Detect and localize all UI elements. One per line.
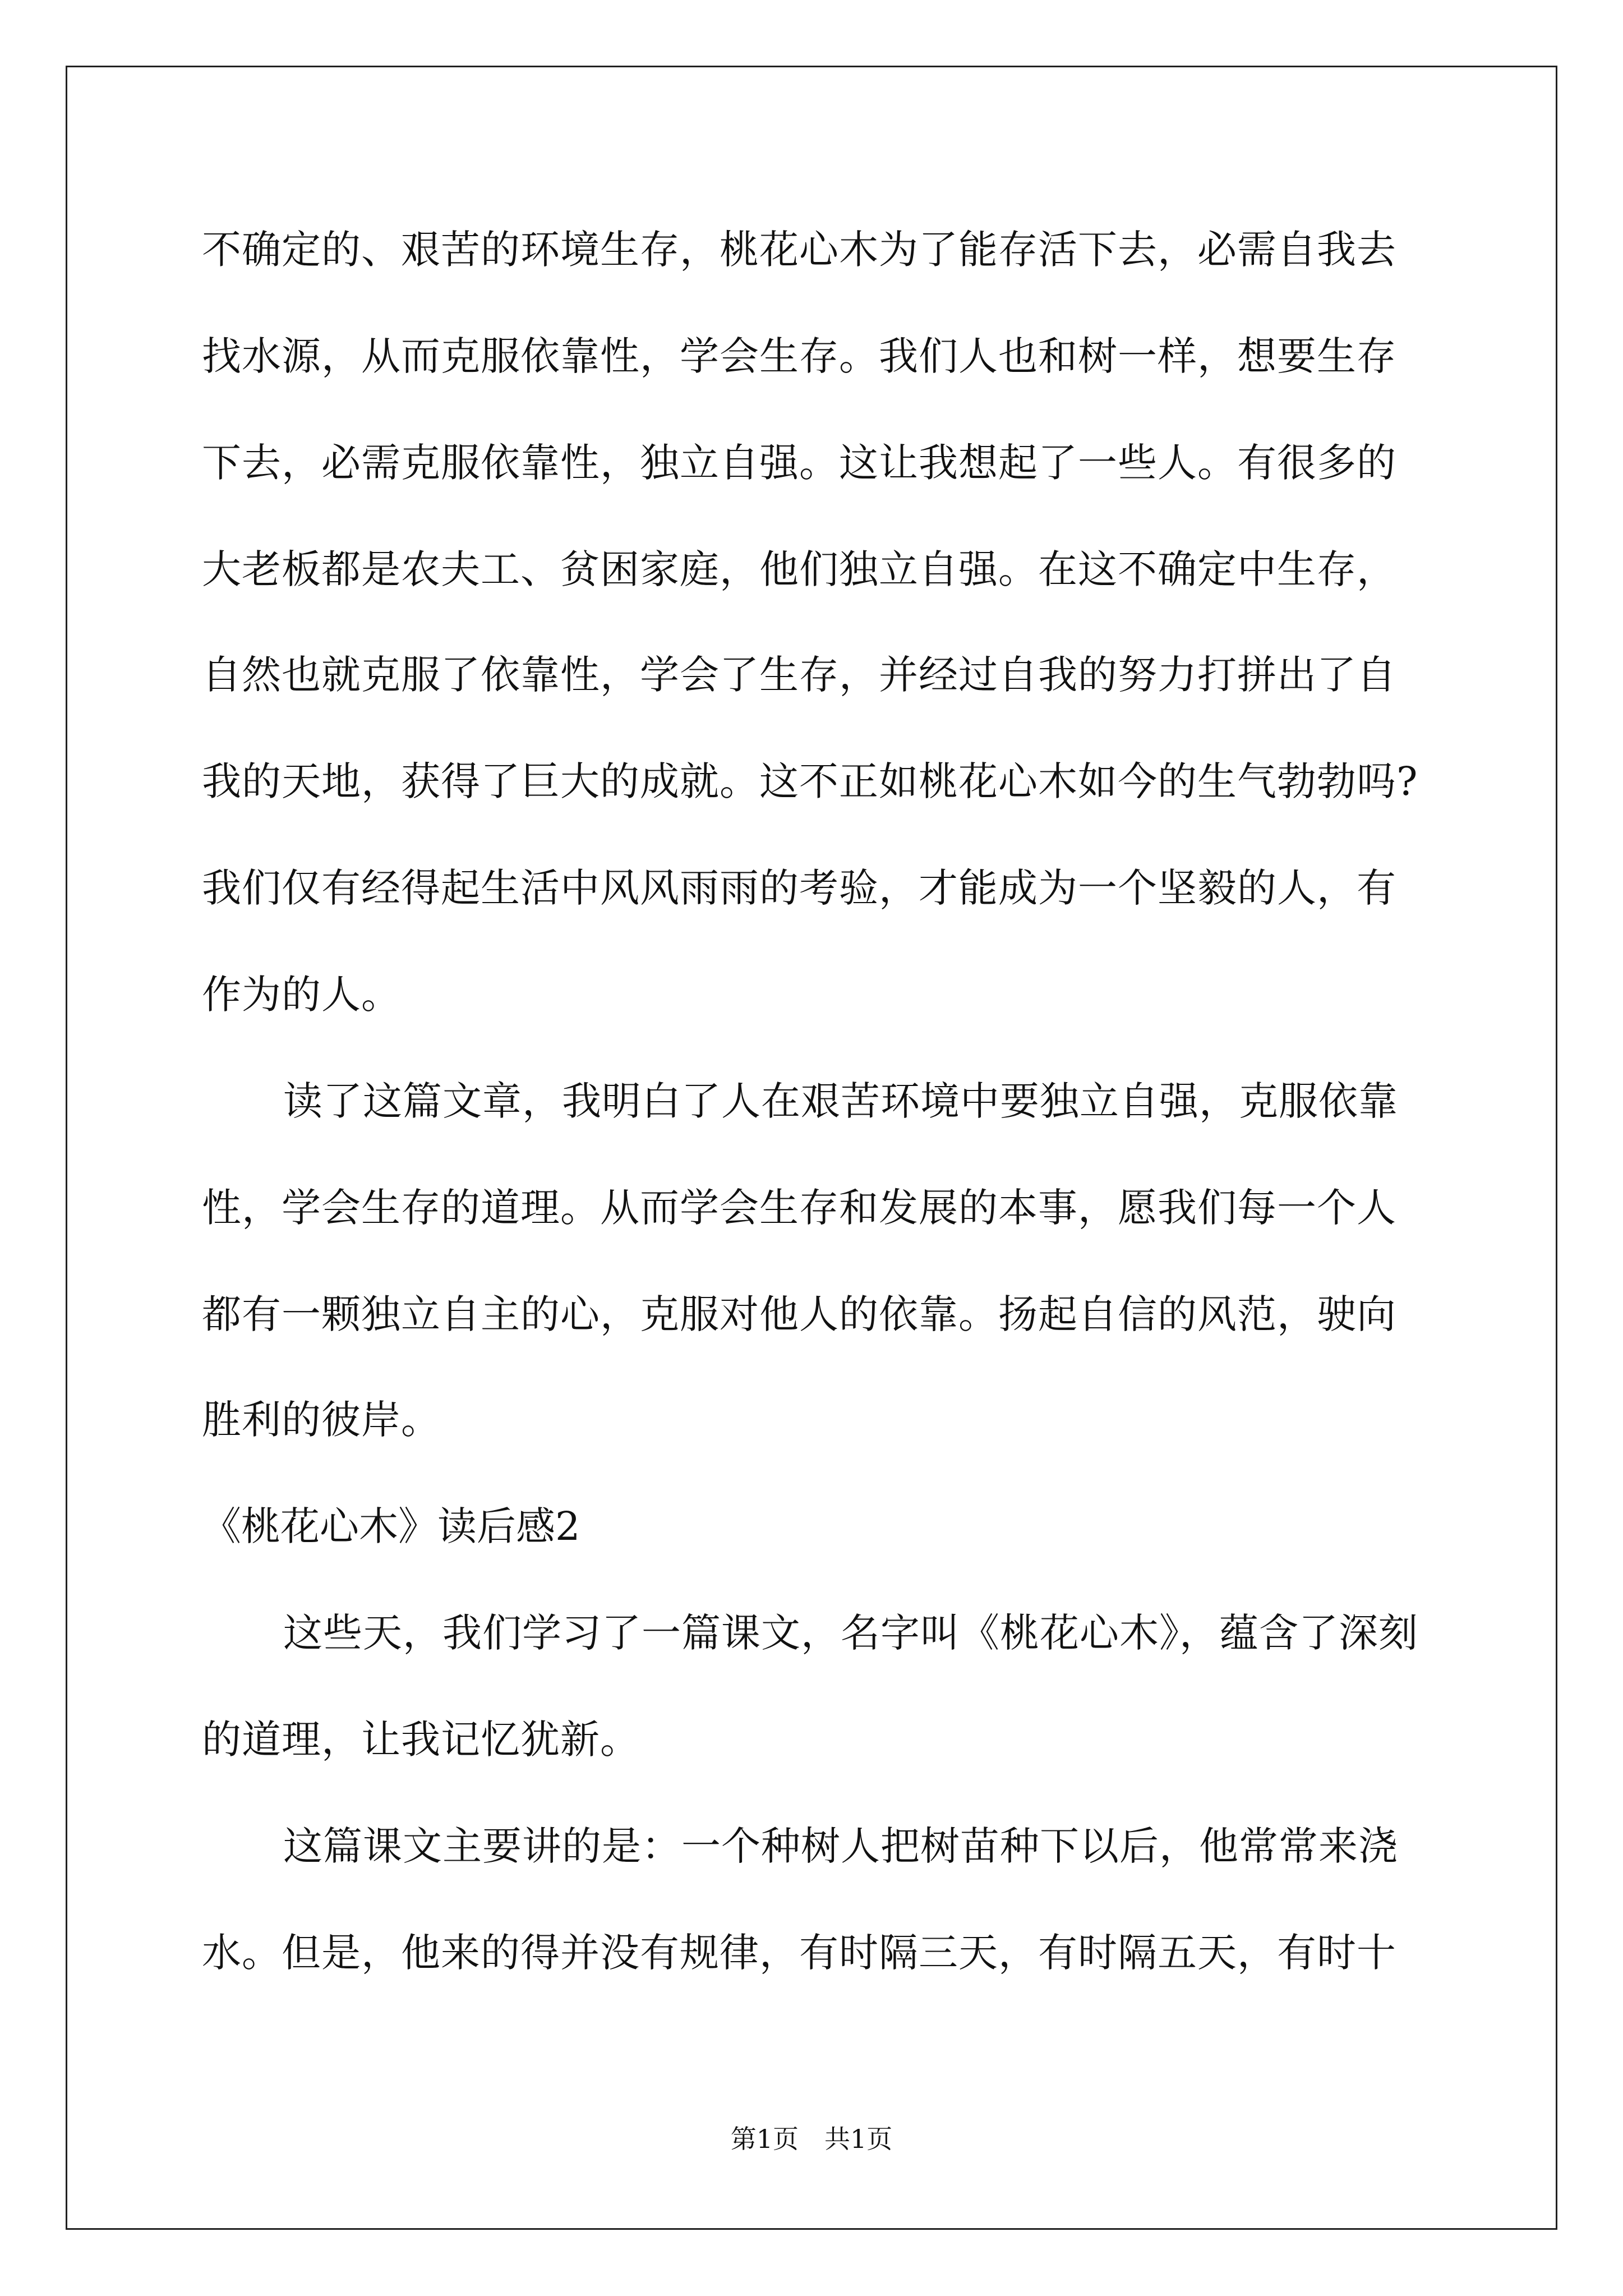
paragraph-line: 的道理，让我记忆犹新。	[202, 1717, 640, 1763]
paragraph-line: 性，学会生存的道理。从而学会生存和发展的本事，愿我们每一个人	[202, 1185, 1396, 1231]
paragraph-line: 这篇课文主要讲的是：一个种树人把树苗种下以后，他常常来浇	[283, 1823, 1398, 1869]
paragraph-line: 胜利的彼岸。	[202, 1397, 441, 1443]
paragraph-line: 大老板都是农夫工、贫困家庭，他们独立自强。在这不确定中生存，	[202, 546, 1396, 592]
page-border	[66, 66, 1557, 2230]
page-number-footer: 第1页 共1页	[730, 2124, 893, 2154]
paragraph-line: 这些天，我们学习了一篇课文，名字叫《桃花心木》，蕴含了深刻	[283, 1610, 1418, 1656]
paragraph-line: 作为的人。	[202, 972, 401, 1018]
paragraph-line: 找水源，从而克服依靠性，学会生存。我们人也和树一样，想要生存	[202, 333, 1396, 379]
section-heading: 《桃花心木》读后感2	[202, 1503, 580, 1549]
paragraph-line: 都有一颗独立自主的心，克服对他人的依靠。扬起自信的风范，驶向	[202, 1291, 1396, 1337]
paragraph-line: 不确定的、艰苦的环境生存，桃花心木为了能存活下去，必需自我去	[202, 227, 1396, 273]
paragraph-line: 读了这篇文章，我明白了人在艰苦环境中要独立自强，克服依靠	[283, 1078, 1398, 1124]
paragraph-line: 下去，必需克服依靠性，独立自强。这让我想起了一些人。有很多的	[202, 440, 1396, 486]
paragraph-line: 自然也就克服了依靠性，学会了生存，并经过自我的努力打拼出了自	[202, 652, 1396, 698]
paragraph-line: 我的天地，获得了巨大的成就。这不正如桃花心木如今的生气勃勃吗?	[202, 758, 1418, 804]
paragraph-line: 水。但是，他来的得并没有规律，有时隔三天，有时隔五天，有时十	[202, 1930, 1396, 1976]
paragraph-line: 我们仅有经得起生活中风风雨雨的考验，才能成为一个坚毅的人，有	[202, 865, 1396, 911]
